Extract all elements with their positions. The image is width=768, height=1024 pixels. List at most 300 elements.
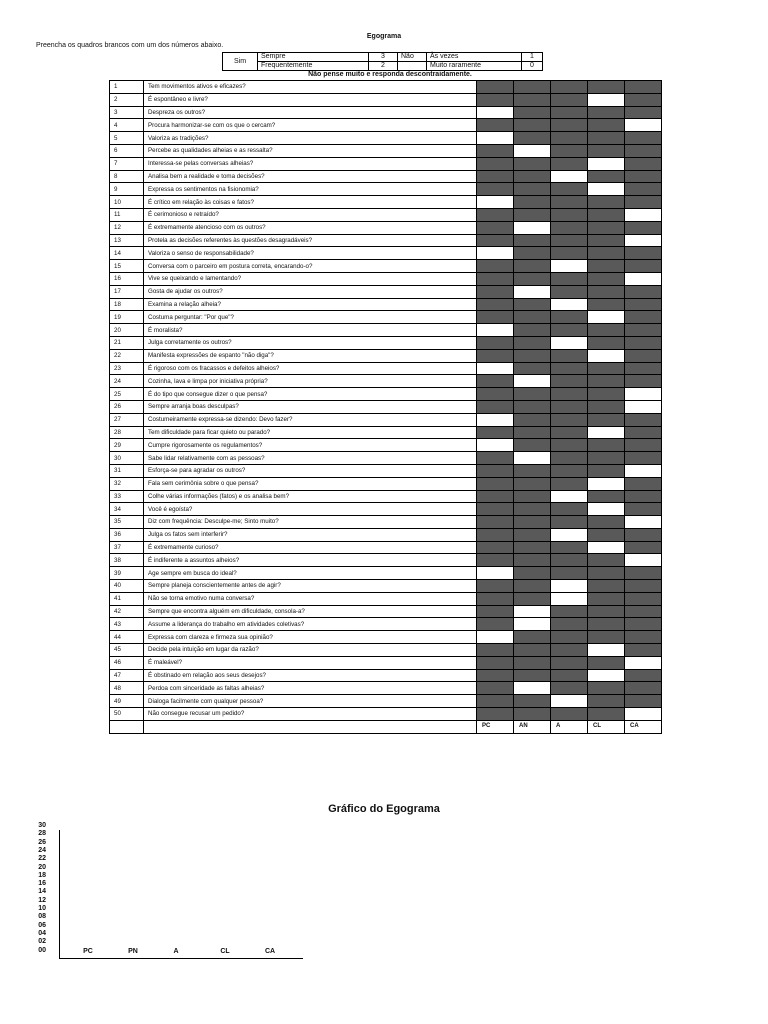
- shaded-cell-cl: [588, 362, 625, 375]
- question-text: É indiferente a assuntos alheios?: [144, 554, 477, 567]
- shaded-cell-ca: [625, 311, 662, 324]
- shaded-cell-cl: [588, 452, 625, 465]
- question-number: 22: [110, 349, 144, 362]
- shaded-cell-cl: [588, 298, 625, 311]
- shaded-cell-ca: [625, 490, 662, 503]
- y-tick-label: 00: [38, 946, 46, 954]
- shaded-cell-an: [514, 503, 551, 516]
- shaded-cell-a: [551, 144, 588, 157]
- answer-cell-ca[interactable]: [625, 208, 662, 221]
- question-row: [110, 580, 662, 593]
- question-text: Age sempre em busca do ideal?: [144, 567, 477, 580]
- shaded-cell-pc: [477, 311, 514, 324]
- shaded-cell-cl: [588, 439, 625, 452]
- answer-cell-a[interactable]: [551, 592, 588, 605]
- question-text: Manifesta expressões de espanto "não diga"?: [144, 349, 477, 362]
- answer-cell-cl[interactable]: [588, 183, 625, 196]
- answer-cell-cl[interactable]: [588, 541, 625, 554]
- shaded-cell-ca: [625, 528, 662, 541]
- shaded-cell-ca: [625, 324, 662, 337]
- shaded-cell-an: [514, 656, 551, 669]
- shaded-cell-an: [514, 541, 551, 554]
- question-text: Costumeiramente expressa-se dizendo: Devo fazer?: [144, 413, 477, 426]
- question-text: Sabe lidar relativamente com as pessoas?: [144, 452, 477, 465]
- question-number: 41: [110, 592, 144, 605]
- question-number: 33: [110, 490, 144, 503]
- question-row: [110, 132, 662, 145]
- answer-cell-a[interactable]: [551, 695, 588, 708]
- question-number: 30: [110, 452, 144, 465]
- answer-cell-pc[interactable]: [477, 132, 514, 145]
- shaded-cell-ca: [625, 695, 662, 708]
- question-text: É moralista?: [144, 324, 477, 337]
- question-text: Gosta de ajudar os outros?: [144, 285, 477, 298]
- answer-cell-a[interactable]: [551, 528, 588, 541]
- shaded-cell-a: [551, 119, 588, 132]
- question-number: 37: [110, 541, 144, 554]
- shaded-cell-pc: [477, 541, 514, 554]
- shaded-cell-pc: [477, 336, 514, 349]
- answer-cell-ca[interactable]: [625, 516, 662, 529]
- answer-cell-cl[interactable]: [588, 157, 625, 170]
- y-tick-label: 16: [38, 880, 46, 888]
- shaded-cell-cl: [588, 682, 625, 695]
- x-category-a: A: [173, 948, 179, 955]
- answer-cell-ca[interactable]: [625, 388, 662, 401]
- shaded-cell-cl: [588, 336, 625, 349]
- shaded-cell-pc: [477, 81, 514, 94]
- question-number: 36: [110, 528, 144, 541]
- legend-frequentemente: Frequentemente: [258, 62, 369, 71]
- question-number: 4: [110, 119, 144, 132]
- question-row: [110, 196, 662, 209]
- question-number: 31: [110, 464, 144, 477]
- answer-cell-pc[interactable]: [477, 196, 514, 209]
- answer-cell-pc[interactable]: [477, 567, 514, 580]
- shaded-cell-a: [551, 452, 588, 465]
- question-text: Sempre arranja boas desculpas?: [144, 400, 477, 413]
- legend-empty: [398, 62, 427, 71]
- question-row: [110, 516, 662, 529]
- shaded-cell-a: [551, 631, 588, 644]
- y-tick-label: 24: [38, 846, 46, 854]
- question-number: 15: [110, 260, 144, 273]
- question-text: Interessa-se pelas conversas alheias?: [144, 157, 477, 170]
- x-category-ca: CA: [264, 948, 276, 955]
- question-text: Colhe várias informações (fatos) e os analisa bem?: [144, 490, 477, 503]
- question-text: Cozinha, lava e limpa por iniciativa própria?: [144, 375, 477, 388]
- shaded-cell-ca: [625, 81, 662, 94]
- answer-cell-cl[interactable]: [588, 426, 625, 439]
- shaded-cell-ca: [625, 260, 662, 273]
- question-row: [110, 464, 662, 477]
- question-number: 47: [110, 669, 144, 682]
- question-row: [110, 208, 662, 221]
- legend-sempre: Sempre: [258, 53, 369, 62]
- question-text: É extremamente atencioso com os outros?: [144, 221, 477, 234]
- legend-muito-raramente-value: 0: [522, 62, 543, 71]
- answer-cell-a[interactable]: [551, 490, 588, 503]
- shaded-cell-ca: [625, 132, 662, 145]
- answer-cell-a[interactable]: [551, 298, 588, 311]
- question-number: 12: [110, 221, 144, 234]
- shaded-cell-cl: [588, 400, 625, 413]
- shaded-cell-pc: [477, 157, 514, 170]
- shaded-cell-an: [514, 132, 551, 145]
- question-row: [110, 541, 662, 554]
- answer-cell-pc[interactable]: [477, 439, 514, 452]
- shaded-cell-pc: [477, 144, 514, 157]
- shaded-cell-cl: [588, 708, 625, 721]
- question-row: [110, 528, 662, 541]
- shaded-cell-pc: [477, 234, 514, 247]
- question-row: [110, 93, 662, 106]
- shaded-cell-a: [551, 234, 588, 247]
- answer-cell-ca[interactable]: [625, 656, 662, 669]
- answer-cell-an[interactable]: [514, 221, 551, 234]
- answer-cell-cl[interactable]: [588, 503, 625, 516]
- answer-cell-ca[interactable]: [625, 119, 662, 132]
- shaded-cell-cl: [588, 516, 625, 529]
- shaded-cell-a: [551, 464, 588, 477]
- shaded-cell-an: [514, 106, 551, 119]
- answer-cell-cl[interactable]: [588, 349, 625, 362]
- question-number: 39: [110, 567, 144, 580]
- legend-sim: Sim: [223, 53, 258, 71]
- question-number: 43: [110, 618, 144, 631]
- answer-cell-cl[interactable]: [588, 93, 625, 106]
- question-number: 48: [110, 682, 144, 695]
- shaded-cell-cl: [588, 324, 625, 337]
- question-text: Examina a relação alheia?: [144, 298, 477, 311]
- shaded-cell-pc: [477, 183, 514, 196]
- shaded-cell-cl: [588, 464, 625, 477]
- answer-cell-pc[interactable]: [477, 631, 514, 644]
- question-number: 10: [110, 196, 144, 209]
- shaded-cell-cl: [588, 285, 625, 298]
- shaded-cell-pc: [477, 580, 514, 593]
- question-text: É do tipo que consegue dizer o que pensa?: [144, 388, 477, 401]
- question-text: É espontâneo e livre?: [144, 93, 477, 106]
- shaded-cell-cl: [588, 580, 625, 593]
- answer-cell-pc[interactable]: [477, 362, 514, 375]
- shaded-cell-ca: [625, 452, 662, 465]
- shaded-cell-ca: [625, 144, 662, 157]
- shaded-cell-cl: [588, 196, 625, 209]
- y-tick-label: 26: [38, 838, 46, 846]
- answer-cell-cl[interactable]: [588, 477, 625, 490]
- question-text: Valoriza o senso de responsabilidade?: [144, 247, 477, 260]
- question-row: [110, 183, 662, 196]
- x-category-cl: CL: [220, 948, 230, 955]
- shaded-cell-ca: [625, 477, 662, 490]
- answer-cell-an[interactable]: [514, 285, 551, 298]
- y-tick-label: 10: [38, 905, 46, 912]
- shaded-cell-pc: [477, 208, 514, 221]
- question-row: [110, 413, 662, 426]
- shaded-cell-a: [551, 656, 588, 669]
- question-number: 14: [110, 247, 144, 260]
- chart-title: Gráfico do Egograma: [328, 803, 440, 815]
- question-row: [110, 324, 662, 337]
- shaded-cell-pc: [477, 618, 514, 631]
- shaded-cell-a: [551, 247, 588, 260]
- question-number: 7: [110, 157, 144, 170]
- answer-cell-ca[interactable]: [625, 554, 662, 567]
- question-row: [110, 157, 662, 170]
- question-number: 23: [110, 362, 144, 375]
- shaded-cell-an: [514, 490, 551, 503]
- shaded-cell-an: [514, 400, 551, 413]
- shaded-cell-a: [551, 426, 588, 439]
- shaded-cell-an: [514, 631, 551, 644]
- shaded-cell-cl: [588, 247, 625, 260]
- question-text: Não se torna emotivo numa conversa?: [144, 592, 477, 605]
- shaded-cell-an: [514, 247, 551, 260]
- y-tick-label: 22: [38, 855, 46, 863]
- shaded-cell-cl: [588, 375, 625, 388]
- legend-as-vezes-value: 1: [522, 53, 543, 62]
- shaded-cell-an: [514, 81, 551, 94]
- answer-cell-cl[interactable]: [588, 669, 625, 682]
- answer-cell-cl[interactable]: [588, 644, 625, 657]
- question-text: Assume a liderança do trabalho em atividades coletivas?: [144, 618, 477, 631]
- shaded-cell-an: [514, 695, 551, 708]
- question-text: Perdoa com sinceridade as faltas alheias?: [144, 682, 477, 695]
- question-text: É maleável?: [144, 656, 477, 669]
- question-number: 28: [110, 426, 144, 439]
- column-header-ca: CA: [625, 720, 662, 733]
- question-row: [110, 644, 662, 657]
- question-row: [110, 567, 662, 580]
- question-text: Conversa com o parceiro em postura correta, encarando-o?: [144, 260, 477, 273]
- shaded-cell-an: [514, 516, 551, 529]
- question-row: [110, 170, 662, 183]
- question-text: Esforça-se para agradar os outros?: [144, 464, 477, 477]
- answer-cell-a[interactable]: [551, 336, 588, 349]
- shaded-cell-pc: [477, 490, 514, 503]
- shaded-cell-ca: [625, 592, 662, 605]
- legend-muito-raramente: Muito raramente: [427, 62, 522, 71]
- question-row: [110, 400, 662, 413]
- shaded-cell-a: [551, 400, 588, 413]
- question-text: Sempre que encontra alguém em dificuldade, consola-a?: [144, 605, 477, 618]
- shaded-cell-ca: [625, 605, 662, 618]
- question-number: 13: [110, 234, 144, 247]
- shaded-cell-a: [551, 605, 588, 618]
- question-text: Expressa os sentimentos na fisionomia?: [144, 183, 477, 196]
- question-number: 40: [110, 580, 144, 593]
- column-header-row: [110, 720, 662, 733]
- question-row: [110, 708, 662, 721]
- shaded-cell-cl: [588, 81, 625, 94]
- shaded-cell-pc: [477, 682, 514, 695]
- question-number: 18: [110, 298, 144, 311]
- question-text: Expressa com clareza e firmeza sua opinião?: [144, 631, 477, 644]
- shaded-cell-an: [514, 528, 551, 541]
- shaded-cell-cl: [588, 144, 625, 157]
- shaded-cell-cl: [588, 618, 625, 631]
- answer-cell-ca[interactable]: [625, 708, 662, 721]
- answer-cell-pc[interactable]: [477, 324, 514, 337]
- shaded-cell-a: [551, 285, 588, 298]
- shaded-cell-cl: [588, 631, 625, 644]
- answer-cell-ca[interactable]: [625, 400, 662, 413]
- shaded-cell-ca: [625, 567, 662, 580]
- shaded-cell-an: [514, 119, 551, 132]
- shaded-cell-a: [551, 682, 588, 695]
- shaded-cell-an: [514, 554, 551, 567]
- question-text: É cerimonioso e retraído?: [144, 208, 477, 221]
- answer-cell-an[interactable]: [514, 375, 551, 388]
- question-text: Valoriza as tradições?: [144, 132, 477, 145]
- shaded-cell-pc: [477, 452, 514, 465]
- shaded-cell-a: [551, 669, 588, 682]
- shaded-cell-pc: [477, 477, 514, 490]
- shaded-cell-ca: [625, 221, 662, 234]
- question-number: 27: [110, 413, 144, 426]
- question-text: Fala sem cerimônia sobre o que pensa?: [144, 477, 477, 490]
- shaded-cell-an: [514, 234, 551, 247]
- question-number: 45: [110, 644, 144, 657]
- shaded-cell-cl: [588, 656, 625, 669]
- questionnaire-table: [109, 80, 662, 734]
- answer-cell-pc[interactable]: [477, 247, 514, 260]
- answer-cell-an[interactable]: [514, 144, 551, 157]
- shaded-cell-ca: [625, 285, 662, 298]
- question-text: Procura harmonizar-se com os que o cercam?: [144, 119, 477, 132]
- question-number: 50: [110, 708, 144, 721]
- shaded-cell-cl: [588, 234, 625, 247]
- shaded-cell-pc: [477, 285, 514, 298]
- answer-cell-an[interactable]: [514, 452, 551, 465]
- y-tick-label: 28: [38, 830, 46, 838]
- question-row: [110, 375, 662, 388]
- question-text: Você é egoísta?: [144, 503, 477, 516]
- shaded-cell-ca: [625, 413, 662, 426]
- question-number: 25: [110, 388, 144, 401]
- answer-cell-pc[interactable]: [477, 106, 514, 119]
- score-legend: [222, 52, 543, 71]
- answer-cell-pc[interactable]: [477, 413, 514, 426]
- answer-cell-an[interactable]: [514, 605, 551, 618]
- shaded-cell-an: [514, 272, 551, 285]
- question-text: Julga corretamente os outros?: [144, 336, 477, 349]
- question-row: [110, 349, 662, 362]
- shaded-cell-pc: [477, 272, 514, 285]
- answer-cell-cl[interactable]: [588, 311, 625, 324]
- answer-cell-an[interactable]: [514, 682, 551, 695]
- question-number: 24: [110, 375, 144, 388]
- shaded-cell-ca: [625, 375, 662, 388]
- shaded-cell-a: [551, 554, 588, 567]
- shaded-cell-an: [514, 644, 551, 657]
- shaded-cell-pc: [477, 669, 514, 682]
- question-text: Diz com frequência: Desculpe-me; Sinto muito?: [144, 516, 477, 529]
- answer-cell-ca[interactable]: [625, 464, 662, 477]
- shaded-cell-a: [551, 439, 588, 452]
- y-tick-label: 08: [38, 913, 46, 921]
- shaded-cell-ca: [625, 682, 662, 695]
- answer-cell-a[interactable]: [551, 170, 588, 183]
- shaded-cell-ca: [625, 157, 662, 170]
- question-text: Tem dificuldade para ficar quieto ou parado?: [144, 426, 477, 439]
- shaded-cell-ca: [625, 439, 662, 452]
- shaded-cell-an: [514, 196, 551, 209]
- question-text: É extremamente curioso?: [144, 541, 477, 554]
- shaded-cell-an: [514, 388, 551, 401]
- question-row: [110, 298, 662, 311]
- question-text: Percebe as qualidades alheias e as ressalta?: [144, 144, 477, 157]
- column-header-cl: CL: [588, 720, 625, 733]
- shaded-cell-a: [551, 349, 588, 362]
- shaded-cell-cl: [588, 592, 625, 605]
- question-number: 16: [110, 272, 144, 285]
- answer-cell-ca[interactable]: [625, 234, 662, 247]
- question-number: 6: [110, 144, 144, 157]
- question-row: [110, 656, 662, 669]
- shaded-cell-pc: [477, 93, 514, 106]
- question-number: 9: [110, 183, 144, 196]
- shaded-cell-ca: [625, 618, 662, 631]
- legend-nao: Não: [398, 53, 427, 62]
- shaded-cell-ca: [625, 644, 662, 657]
- question-text: Dialoga facilmente com qualquer pessoa?: [144, 695, 477, 708]
- shaded-cell-a: [551, 503, 588, 516]
- shaded-cell-an: [514, 580, 551, 593]
- shaded-cell-cl: [588, 605, 625, 618]
- shaded-cell-cl: [588, 170, 625, 183]
- shaded-cell-cl: [588, 208, 625, 221]
- question-row: [110, 81, 662, 94]
- answer-cell-a[interactable]: [551, 260, 588, 273]
- shaded-cell-a: [551, 183, 588, 196]
- y-tick-label: 14: [38, 888, 46, 896]
- y-axis-line: [59, 830, 60, 959]
- y-tick-label: 20: [38, 863, 46, 871]
- question-row: [110, 285, 662, 298]
- shaded-cell-a: [551, 81, 588, 94]
- shaded-cell-cl: [588, 413, 625, 426]
- shaded-cell-an: [514, 413, 551, 426]
- shaded-cell-an: [514, 362, 551, 375]
- question-row: [110, 362, 662, 375]
- answer-cell-an[interactable]: [514, 618, 551, 631]
- question-text: Tem movimentos ativos e eficazes?: [144, 81, 477, 94]
- shaded-cell-ca: [625, 349, 662, 362]
- question-number: 26: [110, 400, 144, 413]
- shaded-cell-a: [551, 311, 588, 324]
- question-number: 38: [110, 554, 144, 567]
- empty-cell: [144, 720, 477, 733]
- question-number: 3: [110, 106, 144, 119]
- shaded-cell-ca: [625, 669, 662, 682]
- answer-cell-ca[interactable]: [625, 272, 662, 285]
- question-number: 35: [110, 516, 144, 529]
- answer-cell-a[interactable]: [551, 580, 588, 593]
- shaded-cell-pc: [477, 503, 514, 516]
- question-row: [110, 336, 662, 349]
- question-number: 20: [110, 324, 144, 337]
- shaded-cell-ca: [625, 362, 662, 375]
- question-row: [110, 234, 662, 247]
- shaded-cell-ca: [625, 298, 662, 311]
- shaded-cell-a: [551, 477, 588, 490]
- question-text: Costuma perguntar: "Por que"?: [144, 311, 477, 324]
- question-number: 34: [110, 503, 144, 516]
- question-text: Cumpre rigorosamente os regulamentos?: [144, 439, 477, 452]
- question-row: [110, 119, 662, 132]
